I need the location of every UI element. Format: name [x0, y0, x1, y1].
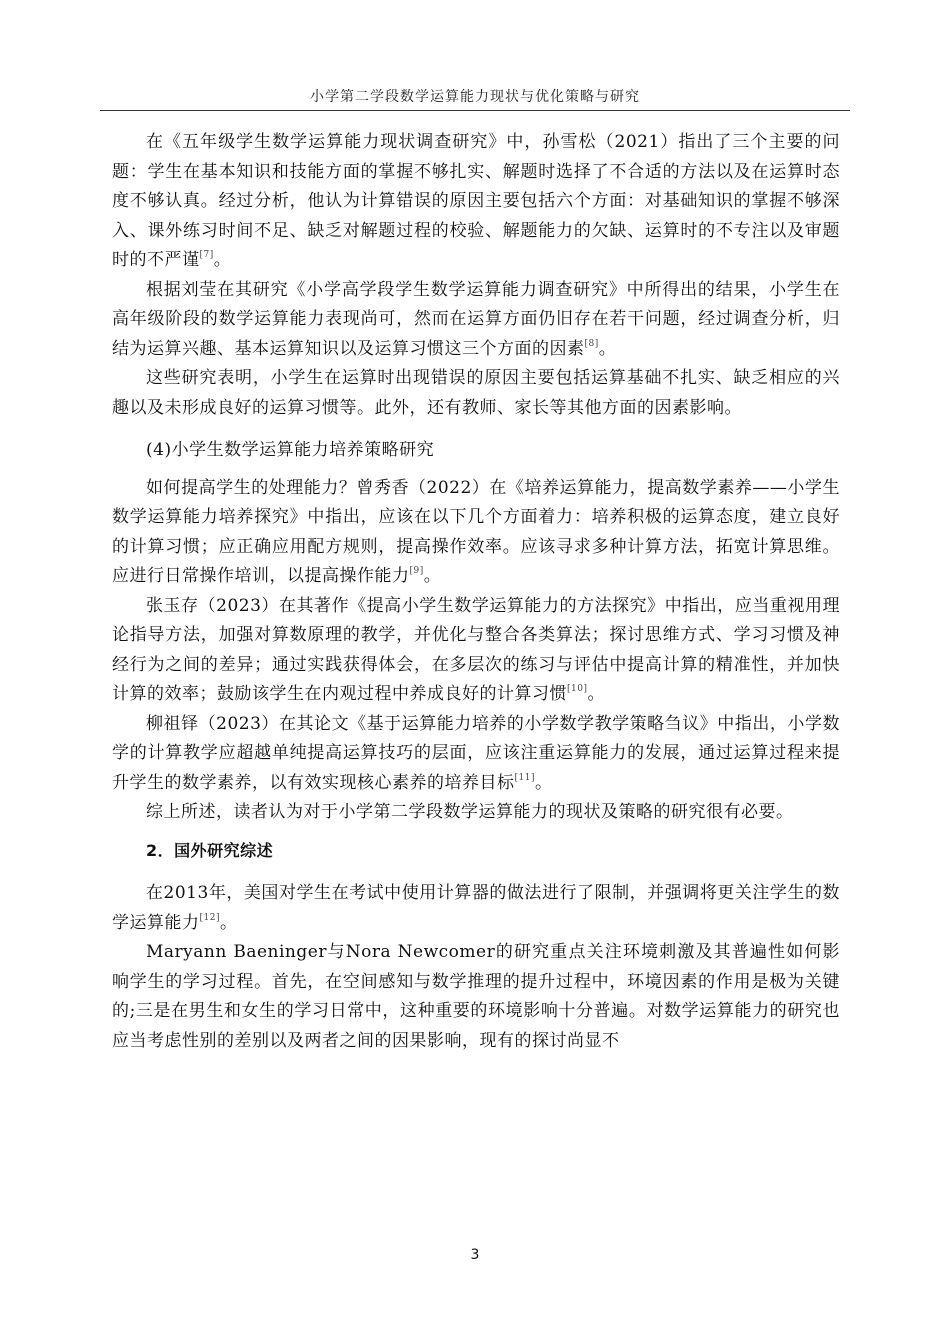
paragraph: 在《五年级学生数学运算能力现状调查研究》中，孙雪松（2021）指出了三个主要的问题：学生在基本知识和技能方面的掌握不够扎实、解题时选择了不合适的方法以及在运算时态度不够认真。经过分析，他认为计算错误的原因主要包括六个方面：对基础知识的掌握不够深入、课外练习时间不足、缺乏对解题过程的校验、解题能力的欠缺、运算时的不专注以及审题时的不严谨[7]。: [112, 132, 840, 270]
page-body: [112, 128, 840, 1056]
citation[interactable]: [7]: [199, 250, 214, 260]
paragraph: Maryann Baeninger与Nora Newcomer的研究重点关注环境刺激及其普遍性如何影响学生的学习过程。首先，在空间感知与数学推理的提升过程中，环境因素的作用是极为关键的;三是在男生和女生的学习日常中，这种重要的环境影响十分普遍。对数学运算能力的研究也应当考虑性别的差别以及两者之间的因果影响，现有的探讨尚显不: [112, 942, 840, 1051]
citation[interactable]: [9]: [409, 566, 424, 576]
paragraph: 这些研究表明，小学生在运算时出现错误的原因主要包括运算基础不扎实、缺乏相应的兴趣以及未形成良好的运算习惯等。此外，还有教师、家长等其他方面的因素影响。: [112, 368, 840, 418]
subsection-heading: (4)小学生数学运算能力培养策略研究: [146, 440, 435, 460]
paragraph: 根据刘莹在其研究《小学高学段学生数学运算能力调查研究》中所得出的结果，小学生在高年级阶段的数学运算能力表现尚可，然而在运算方面仍旧存在若干问题，经过调查分析，归结为运算兴趣、基本运算知识以及运算习惯这三个方面的因素[8]。: [112, 279, 840, 359]
header-rule: [100, 110, 850, 111]
paragraph: 张玉存（2023）在其著作《提高小学生数学运算能力的方法探究》中指出，应当重视用理论指导方法，加强对算数原理的教学，并优化与整合各类算法；探讨思维方式、学习习惯及神经行为之间的差异；通过实践获得体会，在多层次的练习与评估中提高计算的精准性，并加快计算的效率；鼓励该学生在内观过程中养成良好的计算习惯[10]。: [112, 595, 840, 704]
citation[interactable]: [10]: [567, 684, 588, 694]
running-header: 小学第二学段数学运算能力现状与优化策略与研究: [310, 89, 640, 105]
paragraph: 综上所述，读者认为对于小学第二学段数学运算能力的现状及策略的研究很有必要。: [146, 802, 794, 822]
citation[interactable]: [12]: [199, 912, 220, 923]
paragraph: 在2013年，美国对学生在考试中使用计算器的做法进行了限制，并强调将更关注学生的数学运算能力[12]。: [112, 883, 840, 933]
citation[interactable]: [8]: [584, 338, 599, 349]
page-number: 3: [470, 1247, 480, 1263]
paragraph: 如何提高学生的处理能力？曾秀香（2022）在《培养运算能力，提高数学素养——小学生数学运算能力培养探究》中指出，应该在以下几个方面着力：培养积极的运算态度，建立良好的计算习惯；应正确应用配方规则，提高操作效率。应该寻求多种计算方法，拓宽计算思维。应进行日常操作培训，以提高操作能力[9]。: [112, 477, 840, 586]
citation[interactable]: [11]: [514, 772, 535, 783]
paragraph: 柳祖铎（2023）在其论文《基于运算能力培养的小学数学教学策略刍议》中指出，小学数学的计算教学应超越单纯提高运算技巧的层面，应该注重运算能力的发展，通过运算过程来提升学生的数学素养，以有效实现核心素养的培养目标[11]。: [112, 713, 840, 793]
section-heading: 2．国外研究综述: [146, 840, 274, 860]
